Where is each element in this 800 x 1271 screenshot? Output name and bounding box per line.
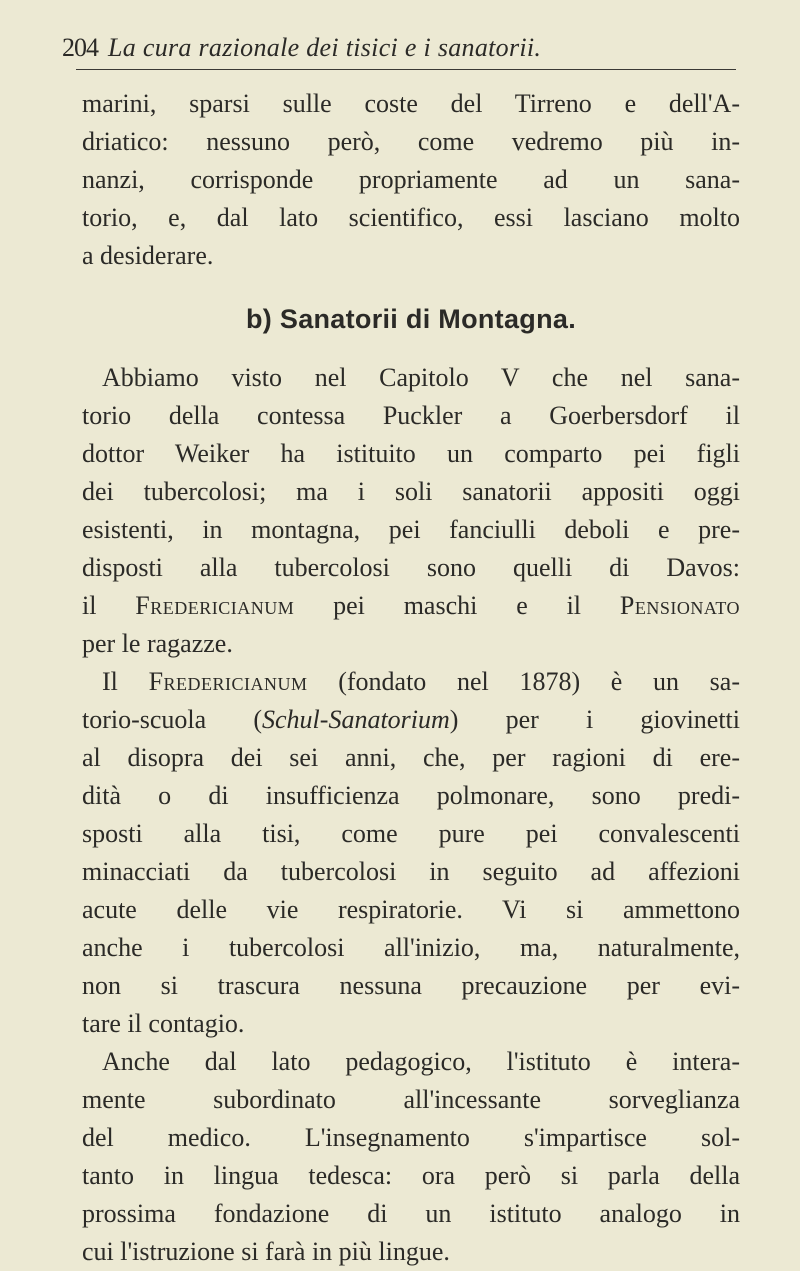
body-text	[82, 85, 740, 1271]
text-line: acute delle vie respiratorie. Vi si ammettono	[82, 895, 740, 924]
text-run: il	[82, 591, 136, 620]
text-line: cui l'istruzione si farà in più lingue.	[82, 1237, 450, 1266]
text-line	[82, 701, 740, 739]
text-line	[82, 663, 740, 701]
italic-term: Schul-Sanatorium	[262, 705, 450, 734]
text-line: tanto in lingua tedesca: ora però si parla della	[82, 1161, 740, 1190]
text-line: dottor Weiker ha istituito un comparto pei figli	[82, 439, 740, 468]
text-line: minacciati da tubercolosi in seguito ad affezioni	[82, 857, 740, 886]
institution-name: Fredericianum	[135, 591, 295, 620]
text-run: torio-scuola (	[82, 705, 263, 734]
text-line: sposti alla tisi, come pure pei convalescenti	[82, 819, 740, 848]
text-line: a desiderare.	[82, 241, 214, 270]
text-line: dei tubercolosi; ma i soli sanatorii appositi oggi	[82, 477, 740, 506]
text-line: Abbiamo visto nel Capitolo V che nel sana-	[102, 363, 740, 392]
text-run: (fondato nel 1878) è un sa-	[307, 667, 740, 696]
text-line: esistenti, in montagna, pei fanciulli deboli e pre-	[82, 515, 740, 544]
text-line: Anche dal lato pedagogico, l'istituto è intera-	[102, 1047, 740, 1076]
running-header	[62, 32, 742, 64]
text-line: del medico. L'insegnamento s'impartisce sol-	[82, 1123, 740, 1152]
text-line	[82, 587, 740, 625]
text-run: ) per i giovinetti	[449, 705, 740, 734]
text-line: prossima fondazione di un istituto analogo in	[82, 1199, 740, 1228]
text-line: marini, sparsi sulle coste del Tirreno e dell'A-	[82, 89, 740, 118]
text-line: torio della contessa Puckler a Goerbersdorf il	[82, 401, 740, 430]
text-line: anche i tubercolosi all'inizio, ma, naturalmente,	[82, 933, 740, 962]
page-number: 204	[62, 33, 98, 62]
text-line: non si trascura nessuna precauzione per evi-	[82, 971, 740, 1000]
header-rule	[76, 69, 736, 70]
institution-name: Pensionato	[619, 591, 740, 620]
text-line: disposti alla tubercolosi sono quelli di Davos:	[82, 553, 740, 582]
text-line: mente subordinato all'incessante sorveglianza	[82, 1085, 740, 1114]
text-line: per le ragazze.	[82, 629, 233, 658]
text-run: Il	[102, 667, 149, 696]
text-run: pei maschi e il	[294, 591, 620, 620]
text-line: driatico: nessuno però, come vedremo più in-	[82, 127, 740, 156]
text-line: dità o di insufficienza polmonare, sono predi-	[82, 781, 740, 810]
text-line: nanzi, corrisponde propriamente ad un sana-	[82, 165, 740, 194]
section-heading: b) Sanatorii di Montagna.	[246, 304, 576, 334]
text-line: tare il contagio.	[82, 1009, 245, 1038]
text-line: torio, e, dal lato scientifico, essi lasciano molto	[82, 203, 740, 232]
text-line: al disopra dei sei anni, che, per ragioni di ere-	[82, 743, 740, 772]
institution-name: Fredericianum	[148, 667, 308, 696]
running-title: La cura razionale dei tisici e i sanatorii.	[108, 33, 542, 62]
